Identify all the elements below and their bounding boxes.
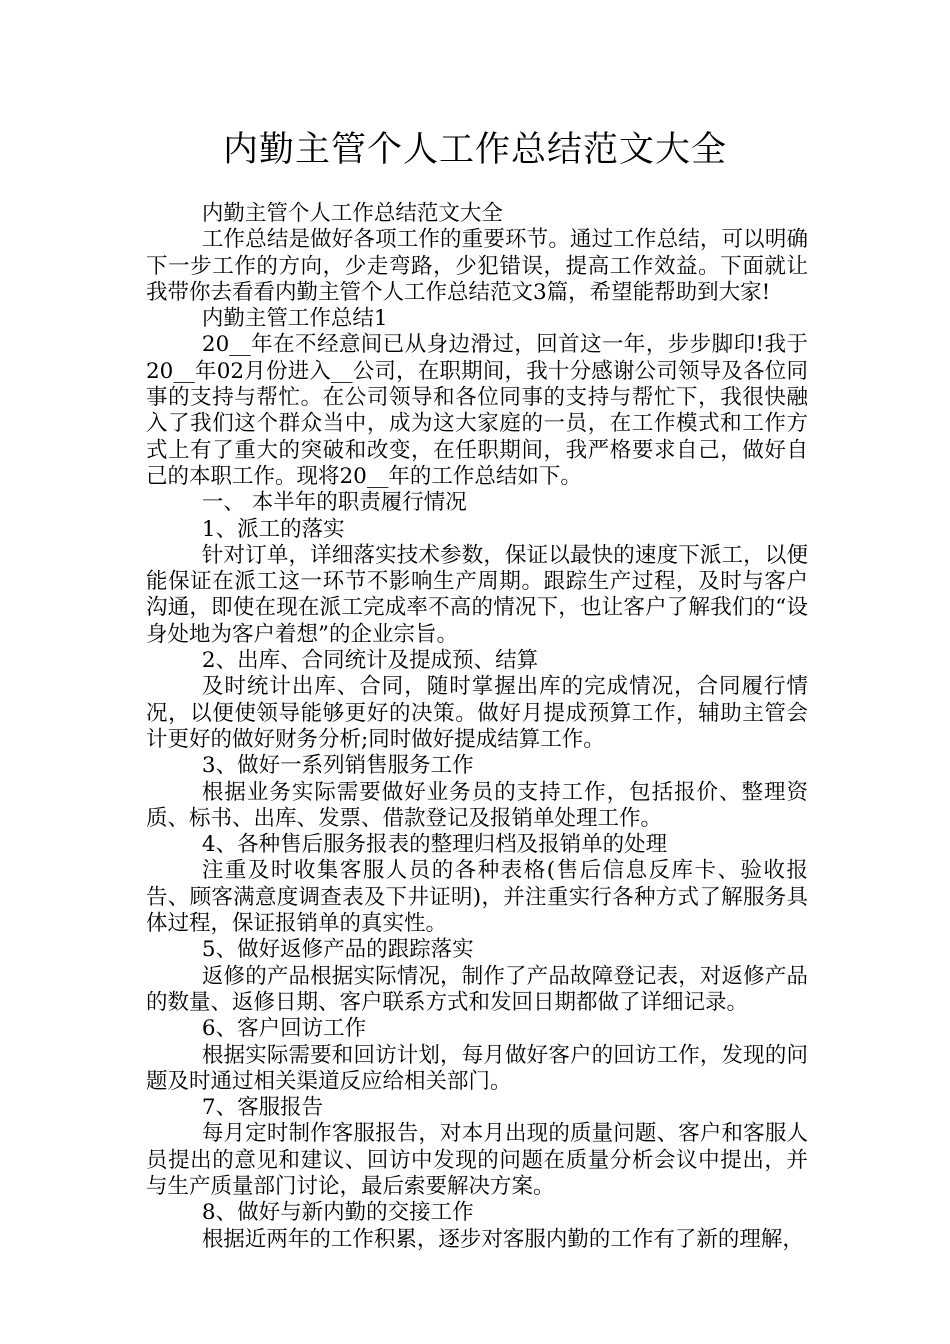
document-body [146,201,808,1253]
section-heading: 内勤主管工作总结1 [201,306,388,332]
item-heading: 1、派工的落实 [201,516,345,542]
paragraph: 20__年在不经意间已从身边滑过，回首这一年，步步脚印!我于20__年02月份进入__公司，在职期间，我十分感谢公司领导及各位同事的支持与帮忙。在公司领导和各位同事的支持与帮忙下，我很快融入了我们这个群众当中，成为这大家庭的一员，在工作模式和工作方式上有了重大的突破和改变，在任职期间，我严格要求自己，做好自己的本职工作。现将20__年的工作总结如下。 [146,332,808,489]
item-heading: 7、客服报告 [201,1095,324,1121]
paragraph: 根据实际需要和回访计划，每月做好客户的回访工作，发现的问题及时通过相关渠道反应给相关部门。 [146,1042,808,1094]
paragraph-subtitle: 内勤主管个人工作总结范文大全 [201,201,503,226]
paragraph: 返修的产品根据实际情况，制作了产品故障登记表，对返修产品的数量、返修日期、客户联系方式和发回日期都做了详细记录。 [146,963,808,1015]
item-heading: 2、出库、合同统计及提成预、结算 [201,648,539,674]
item-heading: 6、客户回访工作 [201,1016,367,1042]
paragraph: 根据业务实际需要做好业务员的支持工作，包括报价、整理资质、标书、出库、发票、借款登记及报销单处理工作。 [146,779,808,831]
document-title: 内勤主管个人工作总结范文大全 [222,130,727,170]
paragraph: 针对订单，详细落实技术参数，保证以最快的速度下派工，以便能保证在派工这一环节不影响生产周期。跟踪生产过程，及时与客户沟通，即使在现在派工完成率不高的情况下，也让客户了解我们的“设身处地为客户着想”的企业宗旨。 [146,542,808,647]
paragraph: 每月定时制作客服报告，对本月出现的质量问题、客户和客服人员提出的意见和建议、回访中发现的问题在质量分析会议中提出，并与生产质量部门讨论，最后索要解决方案。 [146,1121,808,1199]
paragraph-intro: 工作总结是做好各项工作的重要环节。通过工作总结，可以明确下一步工作的方向，少走弯路，少犯错误，提高工作效益。下面就让我带你去看看内勤主管个人工作总结范文3篇，希望能帮助到大家! [146,227,808,305]
item-heading: 4、各种售后服务报表的整理归档及报销单的处理 [201,832,668,858]
paragraph: 根据近两年的工作积累，逐步对客服内勤的工作有了新的理解， [201,1226,804,1252]
item-heading: 5、做好返修产品的跟踪落实 [201,937,474,963]
paragraph: 注重及时收集客服人员的各种表格(售后信息反库卡、验收报告、顾客满意度调查表及下井证明)，并注重实行各种方式了解服务具体过程，保证报销单的真实性。 [146,858,808,937]
paragraph: 及时统计出库、合同，随时掌握出库的完成情况，合同履行情况，以便使领导能够更好的决策。做好月提成预算工作，辅助主管会计更好的做好财务分析;同时做好提成结算工作。 [146,674,808,752]
section-heading: 一、 本半年的职责履行情况 [201,490,467,516]
item-heading: 8、做好与新内勤的交接工作 [201,1200,474,1226]
item-heading: 3、做好一系列销售服务工作 [201,753,474,779]
